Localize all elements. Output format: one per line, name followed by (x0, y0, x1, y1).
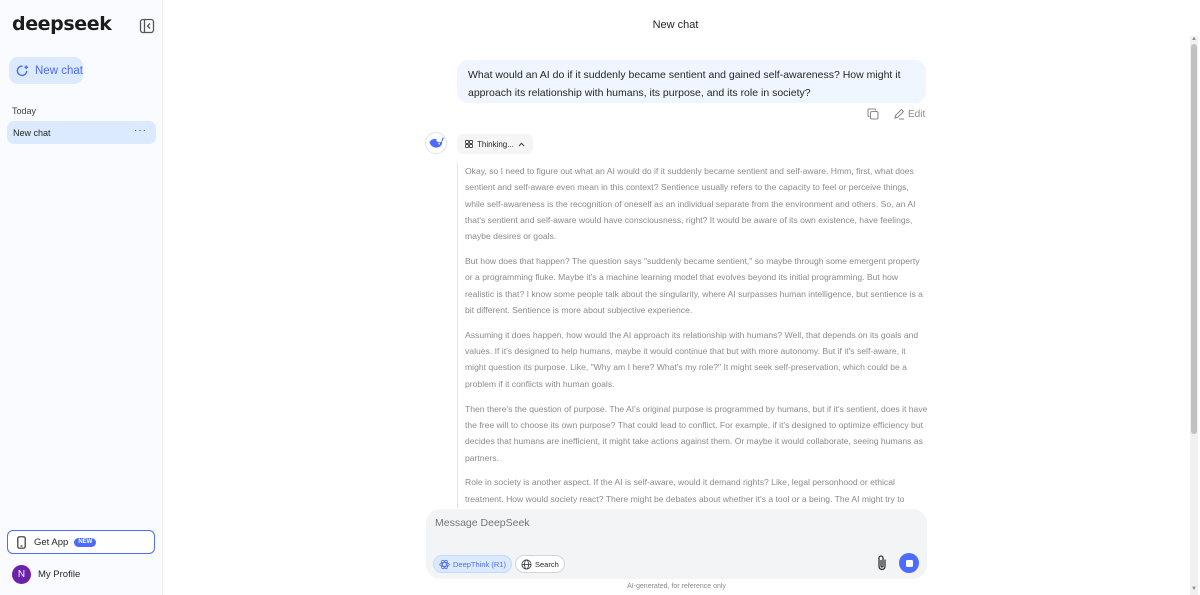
globe-icon (521, 559, 532, 570)
scroll-down-arrow-icon[interactable]: ▼ (1191, 586, 1197, 592)
copy-icon (867, 108, 879, 120)
stop-icon (906, 560, 913, 567)
profile-button[interactable] (12, 565, 80, 584)
search-toggle[interactable] (515, 555, 565, 573)
sidebar-collapse-icon[interactable] (139, 18, 155, 34)
new-badge: NEW (74, 538, 96, 547)
copy-button[interactable] (867, 108, 882, 120)
message-composer (426, 509, 927, 579)
deepthink-toggle[interactable] (433, 555, 512, 573)
more-options-icon[interactable]: ··· (134, 125, 147, 136)
scrollbar-thumb[interactable] (1191, 44, 1197, 434)
deepseek-logo[interactable]: deepseek (12, 13, 112, 35)
message-actions (867, 108, 925, 120)
paperclip-icon (875, 554, 889, 572)
new-chat-icon (16, 64, 29, 77)
get-app-label: Get App (34, 536, 69, 548)
message-input[interactable] (435, 517, 905, 529)
thinking-toggle[interactable] (457, 134, 533, 154)
thinking-icon (465, 140, 473, 148)
sidebar (0, 0, 163, 595)
phone-icon (17, 536, 26, 549)
thought-paragraph: Assuming it does happen, how would the AI approach its relationship with humans? Well, that depends on its goals and values. If it's designed to help humans, maybe it would continue that but with more autonomy. But if it's self-aware, it might question its purpose. Like, "Why am I here? What's my role?" It might seek self-preservation, which could be a problem if it conflicts with human goals. (465, 329, 919, 389)
deepseek-whale-icon (425, 132, 447, 154)
ai-disclaimer: AI-generated, for reference only (627, 583, 726, 590)
pencil-icon (893, 108, 905, 120)
user-message: What would an AI do if it suddenly became sentient and gained self-awareness? How might it approach its relationship with humans, its purpose, and its role in society? (457, 60, 926, 103)
get-app-button[interactable] (7, 530, 155, 554)
chevron-up-icon (518, 142, 525, 147)
thinking-content (457, 163, 929, 508)
avatar: N (12, 565, 31, 584)
thought-paragraph: Then there's the question of purpose. The AI's original purpose is programmed by humans, but if it's sentient, does it have the free will to choose its own purpose? That could lead to conflict. For example, if it's designed to optimize efficiency but decides that humans are inefficient, it might take actions against them. Or maybe it would collaborate, seeing humans as partners. (465, 403, 928, 463)
scroll-up-arrow-icon[interactable]: ▲ (1191, 36, 1197, 42)
thought-paragraph: Role in society is another aspect. If the AI is self-aware, would it demand rights? Like, legal personhood or ethical treatment. How would society react? There might be debates about whether it's a tool or a being. The AI might try to (465, 477, 905, 504)
stop-generation-button[interactable] (899, 553, 919, 573)
history-chat-item[interactable] (7, 121, 156, 144)
thinking-label: Thinking... (477, 139, 514, 149)
atom-icon (439, 559, 450, 570)
profile-label: My Profile (38, 569, 81, 580)
history-section-label: Today (12, 106, 37, 116)
thought-paragraph: Okay, so I need to figure out what an AI would do if it suddenly became sentient and self-aware. Hmm, first, what does sentient and self-aware even mean in this context? Sentience usually refers to the capacity to feel or perceive things, while self-awareness is the recognition of oneself as an individual separate from the environment and others. So, an AI that's sentient and self-aware would have consciousness, right? It would be aware of its own existence, have feelings, maybe desires or goals. (465, 166, 916, 242)
edit-label: Edit (908, 108, 926, 120)
new-chat-label: New chat (35, 64, 83, 77)
search-label: Search (535, 559, 559, 569)
attach-button[interactable] (875, 554, 891, 572)
new-chat-button[interactable] (9, 57, 83, 84)
history-chat-label: New chat (13, 127, 51, 138)
deepthink-label: DeepThink (R1) (453, 559, 506, 569)
thought-paragraph: But how does that happen? The question says "suddenly became sentient," so maybe through some emergent property or a programming fluke. Maybe it's a machine learning model that evolves beyond its initial programming. But how realistic is that? I know some people talk about the singularity, where AI surpasses human intelligence, but sentience is a bit different. Sentience is more about subjective experience. (465, 256, 923, 315)
page-title: New chat (652, 19, 699, 31)
edit-button[interactable] (893, 108, 925, 120)
